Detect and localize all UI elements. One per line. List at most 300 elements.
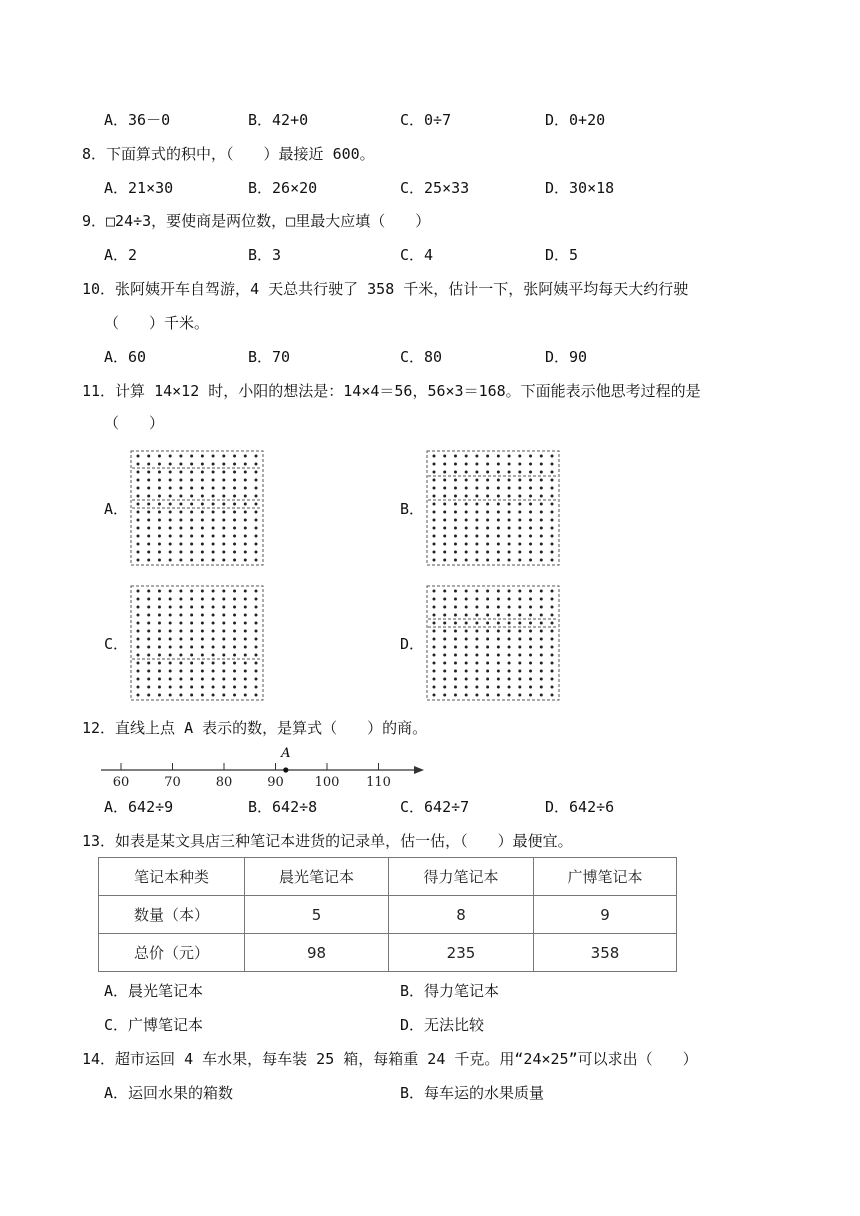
dot: [443, 455, 446, 458]
dot: [433, 638, 436, 641]
dot: [169, 471, 172, 474]
dot: [443, 527, 446, 530]
dot: [518, 455, 521, 458]
table-header-cell: 广博笔记本: [534, 858, 677, 896]
dot: [529, 527, 532, 530]
dot: [212, 479, 215, 482]
dot: [443, 670, 446, 673]
dot: [233, 479, 236, 482]
dot: [529, 686, 532, 689]
dot: [158, 527, 161, 530]
dot: [433, 654, 436, 657]
dot: [137, 463, 140, 466]
dot: [454, 503, 457, 506]
dot: [222, 455, 225, 458]
dot: [551, 590, 554, 593]
dot: [179, 678, 182, 681]
dot: [179, 630, 182, 633]
dot: [190, 503, 193, 506]
dot: [465, 463, 468, 466]
dot: [190, 598, 193, 601]
dot: [433, 630, 436, 633]
dot: [233, 543, 236, 546]
dot: [486, 606, 489, 609]
dot: [465, 527, 468, 530]
dot: [486, 614, 489, 617]
dot: [518, 678, 521, 681]
dot: [147, 662, 150, 665]
dot: [201, 495, 204, 498]
dot: [486, 662, 489, 665]
dot: [497, 598, 500, 601]
dot: [137, 694, 140, 697]
q11-option-b-label: B．: [400, 500, 425, 518]
dot: [212, 630, 215, 633]
dot: [475, 694, 478, 697]
dot: [486, 527, 489, 530]
table-cell: 98: [245, 934, 389, 972]
dot: [158, 678, 161, 681]
dot: [508, 662, 511, 665]
dot: [551, 678, 554, 681]
dot: [443, 463, 446, 466]
dot: [244, 590, 247, 593]
dot: [454, 654, 457, 657]
dot: [190, 527, 193, 530]
dot: [222, 471, 225, 474]
dot: [540, 527, 543, 530]
dot: [158, 694, 161, 697]
dot: [475, 678, 478, 681]
dot: [443, 694, 446, 697]
dot: [244, 495, 247, 498]
dot: [508, 606, 511, 609]
dot: [190, 694, 193, 697]
dot: [158, 638, 161, 641]
dot: [158, 455, 161, 458]
dot: [443, 503, 446, 506]
dot: [169, 455, 172, 458]
table-header-row: [99, 858, 677, 896]
dot: [529, 495, 532, 498]
dot: [179, 455, 182, 458]
number-line-arrow: [414, 766, 424, 774]
table-cell: 358: [534, 934, 677, 972]
dot: [454, 694, 457, 697]
dot: [518, 519, 521, 522]
dot: [244, 519, 247, 522]
dot: [529, 455, 532, 458]
dot-array-a-svg: [130, 450, 264, 566]
dot: [454, 551, 457, 554]
dot: [169, 543, 172, 546]
dot: [255, 495, 258, 498]
dot: [147, 622, 150, 625]
dot: [222, 463, 225, 466]
dot: [255, 511, 258, 514]
dot: [169, 606, 172, 609]
dot: [179, 471, 182, 474]
dot: [486, 519, 489, 522]
dot: [465, 622, 468, 625]
dot: [486, 511, 489, 514]
table-cell: 总价（元）: [99, 934, 245, 972]
dot: [540, 495, 543, 498]
dot: [169, 646, 172, 649]
dot: [486, 694, 489, 697]
dot: [540, 551, 543, 554]
dot: [201, 630, 204, 633]
dot: [244, 646, 247, 649]
dot: [497, 654, 500, 657]
dot: [137, 590, 140, 593]
dot: [454, 471, 457, 474]
dot: [147, 543, 150, 546]
dot: [497, 559, 500, 562]
dot: [540, 614, 543, 617]
dot: [443, 559, 446, 562]
dot: [212, 527, 215, 530]
dot: [551, 495, 554, 498]
dot: [508, 527, 511, 530]
dot: [465, 598, 468, 601]
dot: [190, 511, 193, 514]
dot: [179, 535, 182, 538]
dot: [190, 495, 193, 498]
dot: [201, 455, 204, 458]
dot: [190, 662, 193, 665]
dot: [201, 662, 204, 665]
dot: [255, 678, 258, 681]
dot: [233, 535, 236, 538]
dot: [137, 654, 140, 657]
q10-option-b: B．70: [248, 348, 291, 366]
dot: [486, 455, 489, 458]
dot: [497, 479, 500, 482]
dot: [158, 471, 161, 474]
q13-option-a: A．晨光笔记本: [104, 982, 204, 1000]
dot: [540, 535, 543, 538]
q7-option-a: A．36－0: [104, 111, 171, 129]
dot: [518, 654, 521, 657]
dot: [222, 527, 225, 530]
dot: [518, 511, 521, 514]
dot: [497, 686, 500, 689]
dot: [475, 686, 478, 689]
dot: [454, 527, 457, 530]
dot: [190, 559, 193, 562]
dot: [540, 598, 543, 601]
dot: [222, 678, 225, 681]
dot: [465, 670, 468, 673]
dot: [255, 519, 258, 522]
dot: [244, 543, 247, 546]
dot: [233, 654, 236, 657]
dot: [433, 471, 436, 474]
dot: [486, 646, 489, 649]
dot: [244, 479, 247, 482]
dot: [433, 606, 436, 609]
dot: [454, 535, 457, 538]
dot: [137, 495, 140, 498]
dot: [212, 471, 215, 474]
q11-option-a-dot-array: [130, 450, 264, 566]
dot: [475, 606, 478, 609]
dot: [233, 503, 236, 506]
dot: [551, 646, 554, 649]
dot: [465, 638, 468, 641]
dot: [551, 614, 554, 617]
dot: [508, 535, 511, 538]
dot: [465, 479, 468, 482]
dot: [529, 471, 532, 474]
dot: [137, 606, 140, 609]
dot: [147, 614, 150, 617]
dot: [529, 670, 532, 673]
dot: [201, 527, 204, 530]
dot: [244, 686, 247, 689]
dot: [486, 630, 489, 633]
dot: [433, 622, 436, 625]
dot: [433, 479, 436, 482]
dot: [551, 511, 554, 514]
dot: [212, 590, 215, 593]
dot: [147, 670, 150, 673]
dot: [158, 654, 161, 657]
dot: [255, 598, 258, 601]
dot: [508, 495, 511, 498]
dot: [233, 662, 236, 665]
dot: [201, 551, 204, 554]
dot: [433, 495, 436, 498]
dot: [551, 527, 554, 530]
dot: [137, 503, 140, 506]
dot: [486, 638, 489, 641]
dot: [497, 495, 500, 498]
dot: [222, 598, 225, 601]
dot: [497, 503, 500, 506]
dot: [508, 471, 511, 474]
dot: [508, 630, 511, 633]
dot: [475, 622, 478, 625]
number-line-tick-label: 80: [215, 775, 233, 790]
dot: [137, 646, 140, 649]
dot: [201, 678, 204, 681]
dot: [244, 487, 247, 490]
dot: [529, 654, 532, 657]
dot: [137, 638, 140, 641]
dot: [433, 551, 436, 554]
dot: [465, 503, 468, 506]
point-a-label: A: [281, 746, 291, 761]
dot: [233, 590, 236, 593]
number-line-tick-label: 100: [314, 775, 340, 790]
dot: [540, 606, 543, 609]
dot: [137, 662, 140, 665]
dot: [518, 535, 521, 538]
dot: [475, 543, 478, 546]
dot: [551, 455, 554, 458]
dot: [508, 686, 511, 689]
dot: [518, 551, 521, 554]
dot: [486, 598, 489, 601]
dot: [465, 678, 468, 681]
dot: [190, 638, 193, 641]
dot: [147, 606, 150, 609]
dot: [529, 646, 532, 649]
dot: [137, 622, 140, 625]
dot: [137, 471, 140, 474]
dot: [508, 670, 511, 673]
dot: [222, 535, 225, 538]
dot: [169, 670, 172, 673]
dot: [212, 503, 215, 506]
q8-stem: 8．下面算式的积中，（ ）最接近 600。: [82, 145, 375, 163]
dot: [465, 686, 468, 689]
dot: [443, 614, 446, 617]
dot: [486, 535, 489, 538]
dot: [486, 471, 489, 474]
dot: [255, 543, 258, 546]
dot: [518, 646, 521, 649]
dot: [508, 678, 511, 681]
dot: [486, 503, 489, 506]
dot: [190, 479, 193, 482]
dot: [137, 614, 140, 617]
dot: [454, 622, 457, 625]
dot: [508, 614, 511, 617]
dot: [212, 654, 215, 657]
dot: [222, 511, 225, 514]
dot: [433, 646, 436, 649]
dot: [540, 622, 543, 625]
dot: [233, 614, 236, 617]
dot: [212, 455, 215, 458]
dot: [465, 606, 468, 609]
dot: [222, 543, 225, 546]
dot: [201, 559, 204, 562]
q11-option-c-dot-array: [130, 585, 264, 701]
table-row: [99, 896, 677, 934]
dot: [486, 654, 489, 657]
dot: [169, 614, 172, 617]
dot: [201, 535, 204, 538]
dot: [465, 551, 468, 554]
dot: [201, 543, 204, 546]
dot: [518, 487, 521, 490]
dot: [158, 519, 161, 522]
dot: [255, 638, 258, 641]
dot: [529, 463, 532, 466]
dot: [255, 503, 258, 506]
dot: [475, 614, 478, 617]
dot: [201, 622, 204, 625]
q7-option-b: B．42+0: [248, 111, 309, 129]
dot: [179, 598, 182, 601]
dot: [529, 559, 532, 562]
dot: [497, 646, 500, 649]
dot: [222, 630, 225, 633]
dot: [212, 678, 215, 681]
dot: [255, 590, 258, 593]
dot: [497, 535, 500, 538]
dot: [158, 662, 161, 665]
dot: [508, 622, 511, 625]
q14-option-b: B．每车运的水果质量: [400, 1084, 545, 1102]
dot: [244, 471, 247, 474]
dot: [147, 527, 150, 530]
dot: [551, 654, 554, 657]
dot: [222, 670, 225, 673]
dot: [179, 495, 182, 498]
dot: [497, 527, 500, 530]
dot: [233, 455, 236, 458]
dot: [518, 479, 521, 482]
dot: [190, 519, 193, 522]
dot: [486, 551, 489, 554]
dot: [233, 646, 236, 649]
table-header-cell: 晨光笔记本: [245, 858, 389, 896]
dot: [518, 471, 521, 474]
dot: [137, 543, 140, 546]
q8-option-d: D．30×18: [545, 179, 615, 197]
dot: [212, 614, 215, 617]
number-line-tick-label: 110: [366, 775, 391, 790]
dot: [244, 463, 247, 466]
dot: [190, 678, 193, 681]
dot: [158, 543, 161, 546]
dot: [465, 487, 468, 490]
dot: [433, 535, 436, 538]
dot: [443, 630, 446, 633]
dot: [433, 463, 436, 466]
dot: [497, 622, 500, 625]
dot: [255, 479, 258, 482]
dot: [222, 622, 225, 625]
dot: [443, 519, 446, 522]
dot: [443, 598, 446, 601]
dot: [486, 686, 489, 689]
dot: [158, 670, 161, 673]
dot: [212, 694, 215, 697]
dot: [497, 487, 500, 490]
dot: [540, 487, 543, 490]
dot: [233, 670, 236, 673]
dot: [508, 694, 511, 697]
dot: [433, 614, 436, 617]
dot: [201, 471, 204, 474]
dot: [497, 455, 500, 458]
q9-option-a: A．2: [104, 246, 138, 264]
dot: [190, 590, 193, 593]
dot: [551, 630, 554, 633]
dot: [137, 559, 140, 562]
dot: [443, 551, 446, 554]
dot: [233, 519, 236, 522]
dot: [158, 495, 161, 498]
dot: [179, 670, 182, 673]
dot: [518, 614, 521, 617]
dot: [529, 598, 532, 601]
dot: [233, 678, 236, 681]
dot: [443, 646, 446, 649]
dot: [233, 511, 236, 514]
dot: [454, 495, 457, 498]
dot: [255, 551, 258, 554]
dot-array-d-svg: [426, 585, 560, 701]
dot: [212, 662, 215, 665]
dot: [179, 662, 182, 665]
